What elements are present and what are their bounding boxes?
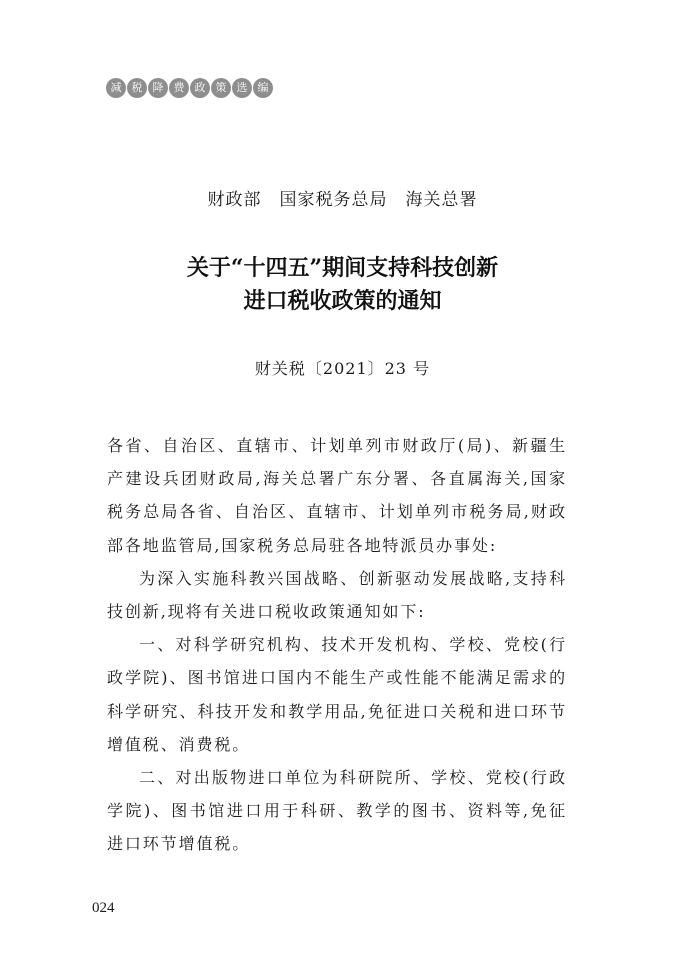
series-badge: 税 — [127, 78, 147, 98]
clause-2-paragraph: 二、对出版物进口单位为科研院所、学校、党校(行政学院)、图书馆进口用于科研、教学的图书、资料等,免征进口环节增值税。 — [107, 768, 567, 854]
title-line-2: 进口税收政策的通知 — [243, 288, 442, 314]
page-number: 024 — [92, 900, 115, 916]
clause-1-paragraph: 一、对科学研究机构、技术开发机构、学校、党校(行政学院)、图书馆进口国内不能生产或性能不能满足需求的科学研究、科技开发和教学用品,免征进口关税和进口环节增值税、消费税。 — [107, 635, 567, 754]
document-number: 财关税〔2021〕23 号 — [254, 359, 431, 378]
issuing-authorities: 财政部 国家税务总局 海关总署 — [207, 190, 478, 210]
series-badge: 政 — [190, 78, 210, 98]
title-line-1: 关于“十四五”期间支持科技创新 — [186, 255, 499, 281]
series-badge: 选 — [232, 78, 252, 98]
series-badge: 策 — [211, 78, 231, 98]
series-badge: 编 — [253, 78, 273, 98]
document-body — [107, 429, 567, 861]
series-badge: 降 — [148, 78, 168, 98]
intro-paragraph: 为深入实施科教兴国战略、创新驱动发展战略,支持科技创新,现将有关进口税收政策通知如下: — [107, 568, 567, 622]
series-badge: 费 — [169, 78, 189, 98]
series-badge: 减 — [106, 78, 126, 98]
series-title-badges — [106, 78, 273, 98]
document-title — [0, 252, 685, 318]
addressee-paragraph: 各省、自治区、直辖市、计划单列市财政厅(局)、新疆生产建设兵团财政局,海关总署广东分署、各直属海关,国家税务总局各省、自治区、直辖市、计划单列市税务局,财政部各地监管局,国家税务总局驻各地特派员办事处: — [107, 436, 567, 555]
